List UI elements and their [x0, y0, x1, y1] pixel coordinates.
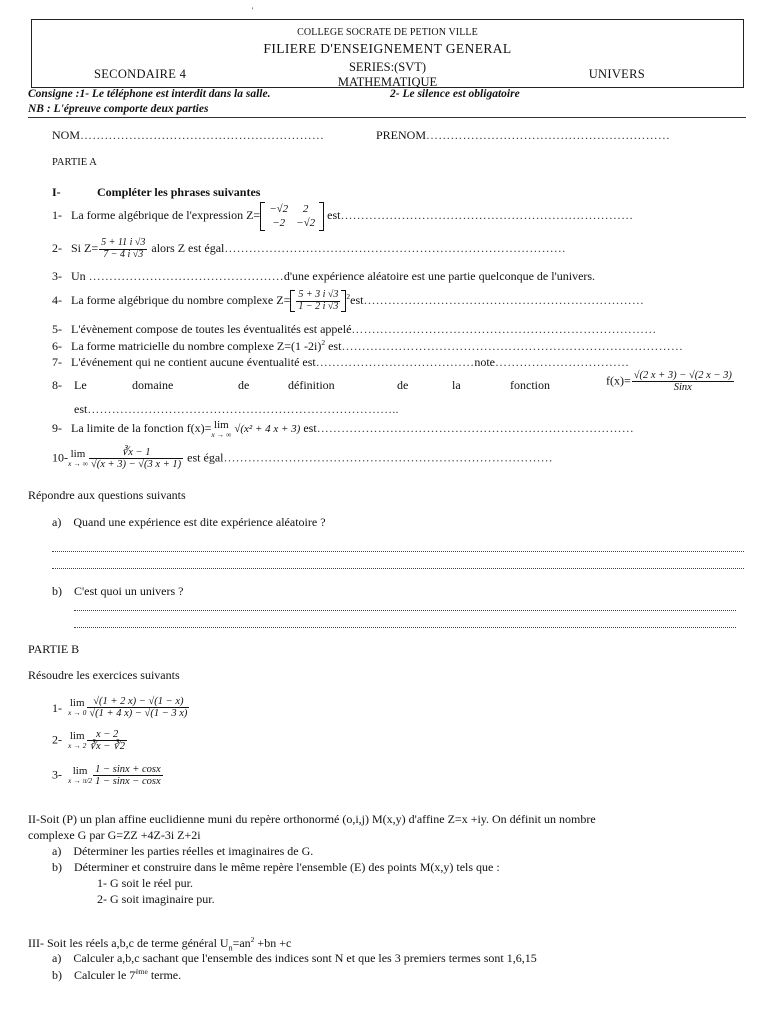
matrix-expression: −√2 2 −2 −√2 — [260, 202, 324, 231]
q8-word: Le — [74, 378, 87, 392]
section-i-number: I- — [52, 185, 61, 199]
question-a: a) Quand une expérience est dite expérience aléatoire ? — [52, 515, 326, 529]
answer-line[interactable] — [74, 610, 736, 612]
exercise-1: 1- lim x → 0 $\frac{√(1 + 2 x) - √(1 - x)}{√(1 + 4 x) - √(1 - 3 x)}$ — [52, 696, 188, 720]
exercise-2: 2- lim x → 2 $\frac{x - 2}{∛x - ∛2}$ — [52, 729, 125, 753]
section-ii-a: a) Déterminer les parties réelles et imaginaires de G. — [52, 844, 314, 858]
prenom-field[interactable]: PRENOM…………………………………………………… — [376, 128, 671, 142]
nom-field[interactable]: NOM…………………………………………………… — [52, 128, 325, 142]
question-7: 7- L'événement qui ne contient aucune éventualité est…………………………………note…………………………… — [52, 355, 630, 369]
q8-word: définition — [288, 378, 335, 392]
q8-num: 8- — [52, 378, 62, 392]
filiere-label: FILIERE D'ENSEIGNEMENT GENERAL — [263, 41, 512, 56]
prenom-label: PRENOM — [376, 128, 427, 142]
question-1: 1- La forme algébrique de l'expression Z= −√2 2 −2 −√2 est……………………………………………………………… — [52, 203, 634, 230]
section-ii-b2: 2- G soit imaginaire pur. — [97, 892, 215, 906]
section-ii-line2: complexe G par G=ZZ +4Z-3i Z+2i — [28, 828, 201, 842]
section-iii-b: b) Calculer le 7ème terme. — [52, 967, 182, 982]
question-number: 1- — [52, 208, 62, 223]
level-label: SECONDAIRE 4 — [94, 67, 187, 81]
q8-word: fonction — [510, 378, 550, 392]
question-2: 2- Si Z= $\frac{5 + 11 i √3}{7 - 4 i √3}$ alors Z est égal………………………………………………………………………… — [52, 237, 566, 260]
section-ii-b: b) Déterminer et construire dans le même repère l'ensemble (E) des points M(x,y) tels que : — [52, 860, 500, 874]
q8-word: domaine — [132, 378, 174, 392]
consigne-2: 2- Le silence est obligatoire — [390, 88, 520, 100]
section-ii-b1: 1- G soit le réel pur. — [97, 876, 193, 890]
question-4: 4- La forme algébrique du nombre complexe Z= $\frac{5 + 3 i √3}{1 - 2 i √3}$ $^2$est…………………………………………………………… — [52, 289, 645, 312]
q8-function: f(x)= $\frac{√(2 x + 3) - √(2 x - 3)}{\text{Sinx}}$ — [606, 370, 732, 394]
question-b: b) C'est quoi un univers ? — [52, 584, 184, 598]
section-i-title: Compléter les phrases suivantes — [97, 185, 261, 199]
exercise-3: 3- lim x → π/2 $\frac{1 - \sin x + \cos x}{1 - \sin x - \cos x}$ — [52, 764, 161, 788]
section-ii-line1: II-Soit (P) un plan affine euclidienne muni du repère orthonormé (o,i,j) M(x,y) d'affine Z=x +iy. On définit un nombre — [28, 812, 596, 826]
consigne-line — [28, 88, 520, 100]
subject-label: MATHEMATIQUE — [337, 75, 438, 89]
fraction: $\frac{5 + 11 i √3}{7 - 4 i √3}$ — [101, 237, 146, 260]
nb-note: NB : L'épreuve comporte deux parties — [28, 103, 209, 115]
top-mark: ' — [252, 6, 254, 15]
partie-b-intro: Résoudre les exercices suivants — [28, 668, 180, 682]
repondre-title: Répondre aux questions suivants — [28, 488, 186, 502]
exam-header — [31, 19, 744, 88]
divider — [28, 117, 746, 118]
question-10: 10- lim x → ∞ $\frac{∛x - 1}{√(x + 3) - √(3 x + 1)}$ est égal……………………………………………………………………… — [52, 447, 553, 471]
exam-title: UNIVERS — [588, 67, 645, 81]
q8-word: de — [238, 378, 250, 392]
q8-word: la — [452, 378, 461, 392]
q8-answer: est………………………………………………………………….. — [74, 402, 399, 416]
question-6: 6- La forme matricielle du nombre complexe Z=(1 -2i)$^2$ est………………………………………………………………………… — [52, 338, 684, 353]
partie-a-label: PARTIE A — [52, 157, 97, 168]
question-5: 5- L'évènement compose de toutes les éventualités est appelé………………………………………………………………… — [52, 322, 657, 336]
nom-label: NOM — [52, 128, 81, 142]
answer-line[interactable] — [74, 627, 736, 629]
bracket-expression: $\frac{5 + 3 i √3}{1 - 2 i √3}$ — [290, 290, 346, 312]
q8-word: de — [397, 378, 409, 392]
answer-line[interactable] — [52, 551, 744, 553]
partie-b-label: PARTIE B — [28, 642, 80, 656]
section-iii-line1: III- Soit les réels a,b,c de terme général $U_n=an^2 +bn +c$ — [28, 935, 292, 953]
section-iii-a: a) Calculer a,b,c sachant que l'ensemble des indices sont N et que les 3 premiers termes sont 1,6,15 — [52, 951, 537, 965]
question-3: 3- Un …………………………………………d'une expérience aléatoire est une partie quelconque de l'univers. — [52, 269, 596, 283]
question-9: 9- La limite de la fonction f(x)= lim x → ∞ √(x² + 4 x + 3) est…………………………………………………………………… — [52, 419, 634, 439]
answer-line[interactable] — [52, 568, 744, 570]
series-label: SERIES:(SVT) — [348, 60, 427, 74]
consigne-1: Consigne :1- Le téléphone est interdit dans la salle. — [28, 88, 271, 100]
school-name: COLLEGE SOCRATE DE PETION VILLE — [297, 27, 478, 38]
question-text: La forme algébrique de l'expression Z= — [71, 208, 261, 223]
